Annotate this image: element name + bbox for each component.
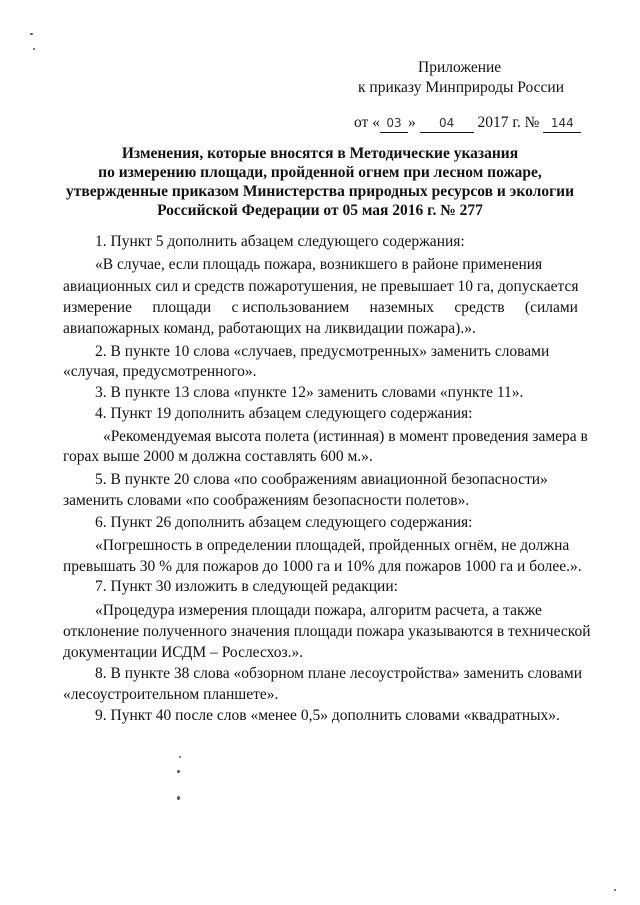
item-7-quote-line-2: отклонение полученного значения площади пожара указываются в технической — [63, 623, 591, 640]
word: средств — [454, 299, 505, 316]
word: с использованием — [231, 299, 350, 316]
date-mid: » — [407, 114, 416, 131]
item-1-quote-line-4: авиапожарных команд, работающих на ликвидации пожара).». — [63, 320, 476, 337]
item-4-quote-line-2: горах выше 2000 м должна составлять 600 м.». — [63, 448, 373, 465]
title-line-3: утвержденные приказом Министерства природных ресурсов и экологии — [65, 183, 575, 200]
scan-speck — [177, 796, 180, 800]
appendix-label: Приложение — [418, 59, 502, 76]
order-reference: к приказу Минприроды России — [358, 79, 565, 96]
item-5-line-1: 5. В пункте 20 слова «по соображениям авиационной безопасности» — [95, 471, 548, 488]
scan-speck — [614, 889, 616, 891]
word: площади — [152, 299, 212, 316]
item-6-quote-line-2: превышать 30 % для пожаров до 1000 га и 10% для пожаров 1000 га и более.». — [63, 558, 582, 575]
item-4-quote-line-1: «Рекомендуемая высота полета (истинная) в момент проведения замера в — [103, 428, 588, 445]
date-day: 03 — [380, 114, 408, 133]
item-4: 4. Пункт 19 дополнить абзацем следующего содержания: — [95, 405, 473, 422]
title-line-4: Российской Федерации от 05 мая 2016 г. № 277 — [157, 202, 483, 219]
item-2-line-2: «случая, предусмотренного». — [63, 363, 257, 380]
date-prefix: от « — [354, 114, 380, 131]
item-2-line-1: 2. В пункте 10 слова «случаев, предусмотренных» заменить словами — [95, 343, 550, 360]
item-8-line-2: «лесоустроительном планшете». — [63, 686, 279, 703]
date-month: 04 — [420, 114, 474, 133]
item-6-quote-line-1: «Погрешность в определении площадей, пройденных огнём, не должна — [95, 537, 570, 554]
title-line-1: Изменения, которые вносятся в Методические указания — [121, 145, 519, 162]
scan-speck — [33, 48, 35, 50]
scan-speck — [30, 33, 33, 35]
item-3: 3. В пункте 13 слова «пункте 12» заменить словами «пункте 11». — [95, 384, 524, 401]
title-line-2: по измерению площади, пройденной огнем при лесном пожаре, — [98, 164, 542, 181]
scan-speck — [177, 770, 180, 773]
word: (силами — [524, 299, 578, 316]
date-year: 2017 г. № — [477, 114, 540, 131]
item-8-line-1: 8. В пункте 38 слова «обзорном плане лесоустройства» заменить словами — [95, 665, 582, 682]
word: измерение — [63, 299, 132, 316]
item-1-quote-line-3 — [63, 299, 578, 317]
item-9: 9. Пункт 40 после слов «менее 0,5» дополнить словами «квадратных». — [95, 707, 560, 724]
item-5-line-2: заменить словами «по соображениям безопасности полетов». — [63, 492, 470, 509]
word: наземных — [369, 299, 434, 316]
item-1-quote-line-1: «В случае, если площадь пожара, возникшего в районе применения — [95, 256, 543, 273]
item-7-quote-line-1: «Процедура измерения площади пожара, алгоритм расчета, а также — [95, 602, 542, 619]
item-7: 7. Пункт 30 изложить в следующей редакции: — [95, 578, 398, 595]
order-number: 144 — [543, 114, 581, 133]
item-6: 6. Пункт 26 дополнить абзацем следующего содержания: — [95, 514, 473, 531]
scan-speck — [179, 756, 181, 758]
order-date-line — [354, 114, 581, 133]
item-7-quote-line-3: документации ИСДМ – Рослесхоз.». — [63, 644, 304, 661]
item-1-quote-line-2: авиационных сил и средств пожаротушения, не превышает 10 га, допускается — [63, 278, 579, 295]
item-1: 1. Пункт 5 дополнить абзацем следующего содержания: — [95, 233, 465, 250]
